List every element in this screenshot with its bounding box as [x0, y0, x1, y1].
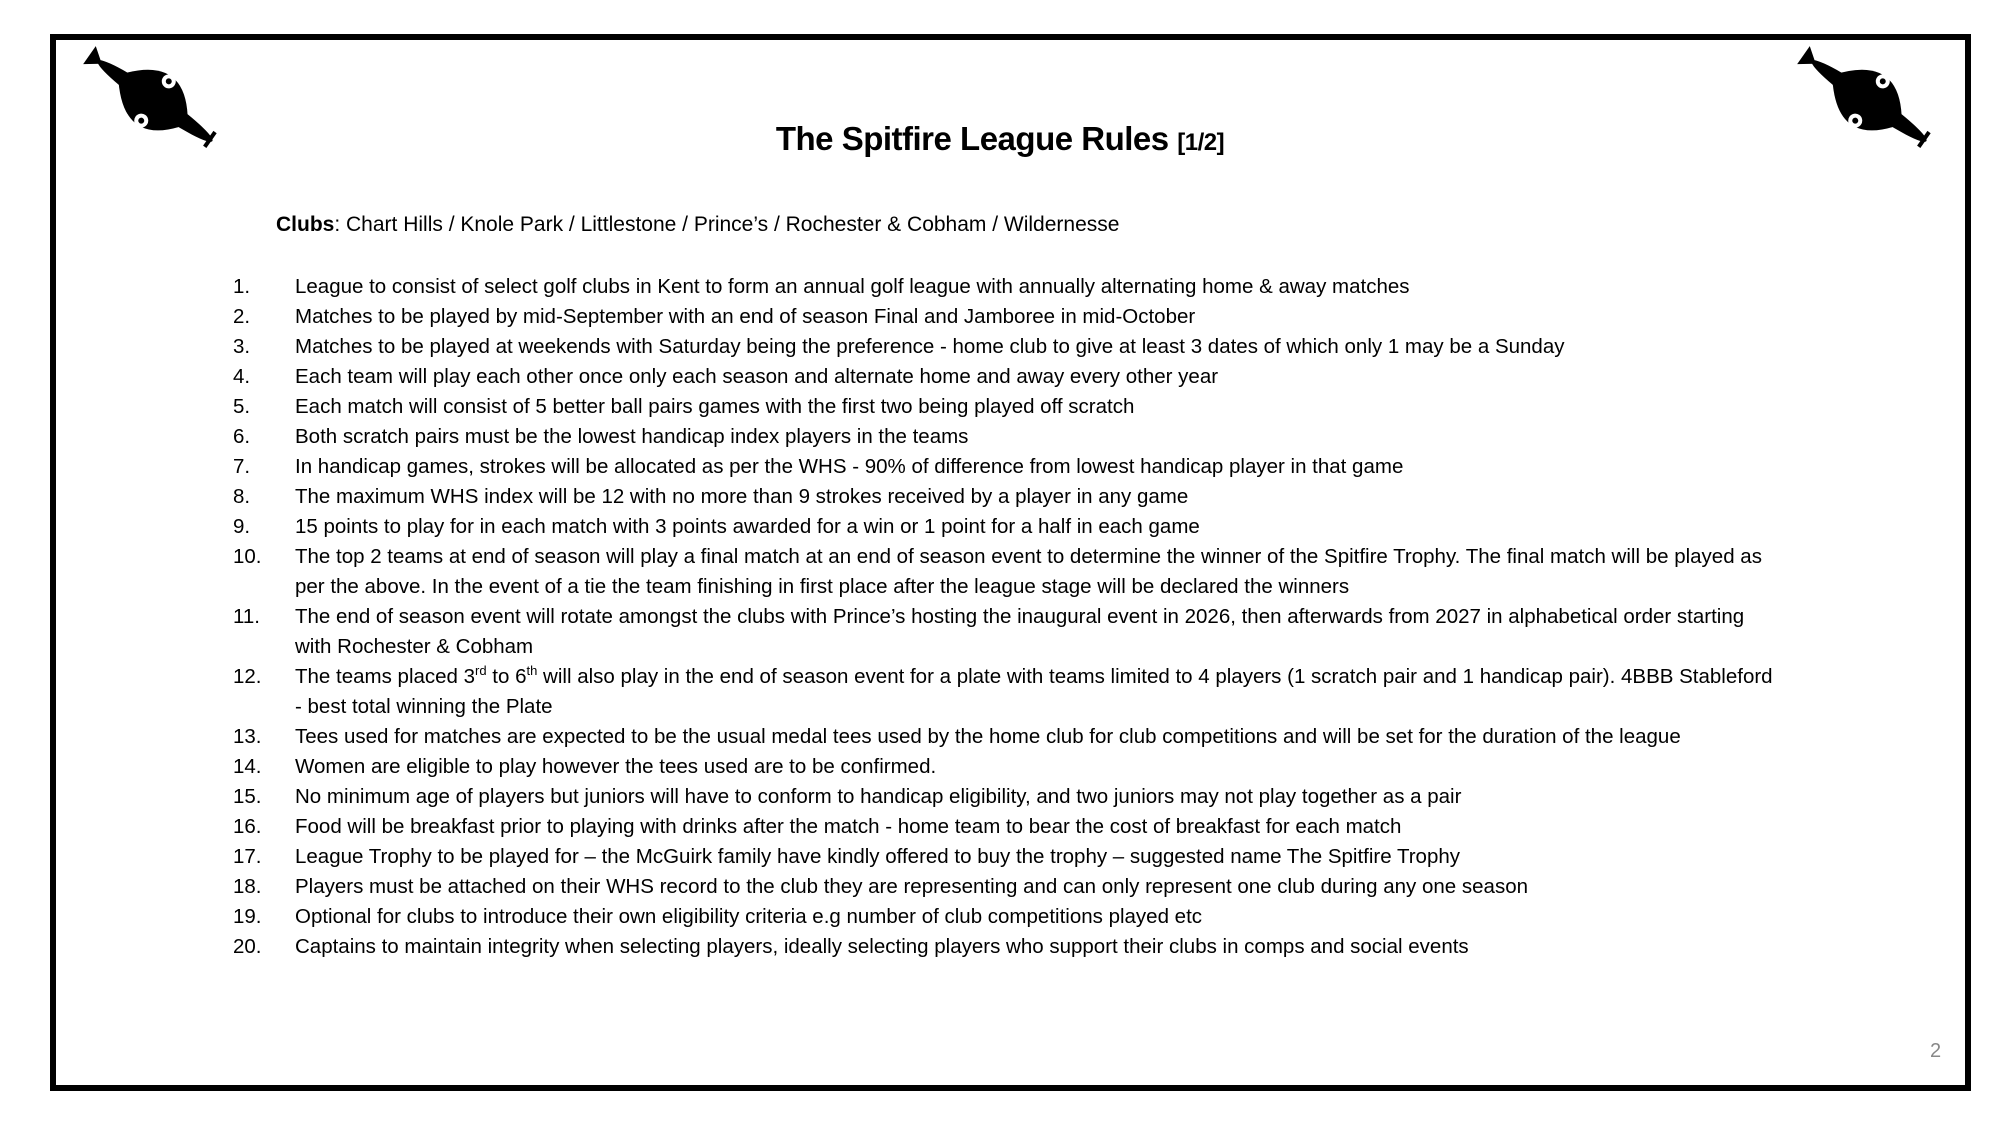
rule-text: Optional for clubs to introduce their own eligibility criteria e.g number of club competitions played etc [295, 905, 1203, 928]
rule-number: 19. [233, 905, 262, 928]
rule-number: 12. [233, 665, 262, 688]
rule-text: In handicap games, strokes will be allocated as per the WHS - 90% of difference from lowest handicap player in that game [295, 455, 1404, 478]
rule-number: 15. [233, 785, 262, 808]
rule-item [233, 782, 1773, 812]
rule-number: 16. [233, 815, 262, 838]
rule-item [233, 272, 1773, 302]
rule-text: Both scratch pairs must be the lowest handicap index players in the teams [295, 425, 969, 448]
rules-list [233, 272, 1773, 962]
rule-number: 18. [233, 875, 262, 898]
rule12-before: The teams placed 3 [295, 665, 476, 688]
rule12-sup-th: th [526, 663, 538, 679]
page-title [0, 120, 2000, 158]
rule-item [233, 392, 1773, 422]
rule-item-12 [233, 662, 1773, 722]
rule-item [233, 542, 1773, 602]
rule-text: The maximum WHS index will be 12 with no more than 9 strokes received by a player in any game [295, 485, 1189, 508]
rule-item [233, 902, 1773, 932]
rule-number: 3. [233, 335, 251, 358]
rule-item [233, 422, 1773, 452]
rule-item [233, 812, 1773, 842]
rule-number: 5. [233, 395, 251, 418]
rule-text: Captains to maintain integrity when selecting players, ideally selecting players who support their clubs in comps and social events [295, 935, 1469, 958]
rule-text: League Trophy to be played for – the McGuirk family have kindly offered to buy the trophy – suggested name The Spitfire Trophy [295, 845, 1460, 868]
rule-item [233, 512, 1773, 542]
rule-text: Each match will consist of 5 better ball pairs games with the first two being played off scratch [295, 395, 1135, 418]
rule-text: The end of season event will rotate amongst the clubs with Prince’s hosting the inaugural event in 2026, then afterwards from 2027 in alphabetical order starting with Rochester & Cobham [295, 605, 1745, 658]
rule-text: League to consist of select golf clubs in Kent to form an annual golf league with annually alternating home & away matches [295, 275, 1410, 298]
rule-item [233, 302, 1773, 332]
rule-item [233, 842, 1773, 872]
rule-item [233, 872, 1773, 902]
rule-text: 15 points to play for in each match with 3 points awarded for a win or 1 point for a half in each game [295, 515, 1200, 538]
rule-item [233, 602, 1773, 662]
rule-item [233, 722, 1773, 752]
rule-text: Food will be breakfast prior to playing with drinks after the match - home team to bear the cost of breakfast for each match [295, 815, 1402, 838]
rule-text: Women are eligible to play however the tees used are to be confirmed. [295, 755, 937, 778]
rule-text: Each team will play each other once only each season and alternate home and away every other year [295, 365, 1219, 388]
rule-number: 7. [233, 455, 251, 478]
rule-item [233, 932, 1773, 962]
rule-text: Tees used for matches are expected to be the usual medal tees used by the home club for club competitions and will be set for the duration of the league [295, 725, 1681, 748]
rule-text: The top 2 teams at end of season will play a final match at an end of season event to determine the winner of the Spitfire Trophy. The final match will be played as per the above. In the event of a tie the team finishing in first place after the league stage will be declared the winners [295, 545, 1762, 598]
rule-item [233, 752, 1773, 782]
rule12-after: will also play in the end of season event for a plate with teams limited to 4 players (1 scratch pair and 1 handicap pair). 4BBB Stableford - best total winning the Plate [295, 665, 1773, 718]
rule-number: 11. [233, 605, 260, 628]
rule-text [295, 665, 1773, 718]
title-main: The Spitfire League Rules [775, 120, 1169, 157]
rule-item [233, 332, 1773, 362]
rule-number: 17. [233, 845, 262, 868]
rule-number: 4. [233, 365, 251, 388]
rule-number: 1. [233, 275, 251, 298]
rule-text: Matches to be played at weekends with Saturday being the preference - home club to give at least 3 dates of which only 1 may be a Sunday [295, 335, 1565, 358]
rule-number: 10. [233, 545, 262, 568]
rule-text: Matches to be played by mid-September with an end of season Final and Jamboree in mid-October [295, 305, 1196, 328]
clubs-line [276, 213, 1119, 237]
rule-number: 13. [233, 725, 262, 748]
rule-text: Players must be attached on their WHS record to the club they are representing and can only represent one club during any one season [295, 875, 1529, 898]
rule-number: 2. [233, 305, 251, 328]
title-part: [1/2] [1177, 129, 1225, 156]
rule-item [233, 452, 1773, 482]
rule12-mid: to 6 [486, 665, 527, 688]
rule-number: 9. [233, 515, 251, 538]
clubs-list: : Chart Hills / Knole Park / Littlestone / Prince’s / Rochester & Cobham / Wildernesse [334, 213, 1120, 236]
rule12-sup-rd: rd [475, 663, 487, 679]
clubs-label: Clubs [276, 213, 335, 236]
rule-number: 8. [233, 485, 251, 508]
page-number: 2 [1930, 1040, 1942, 1062]
rule-number: 14. [233, 755, 262, 778]
rule-item [233, 362, 1773, 392]
rule-number: 20. [233, 935, 262, 958]
rule-number: 6. [233, 425, 251, 448]
rule-text: No minimum age of players but juniors will have to conform to handicap eligibility, and two juniors may not play together as a pair [295, 785, 1462, 808]
rule-item [233, 482, 1773, 512]
